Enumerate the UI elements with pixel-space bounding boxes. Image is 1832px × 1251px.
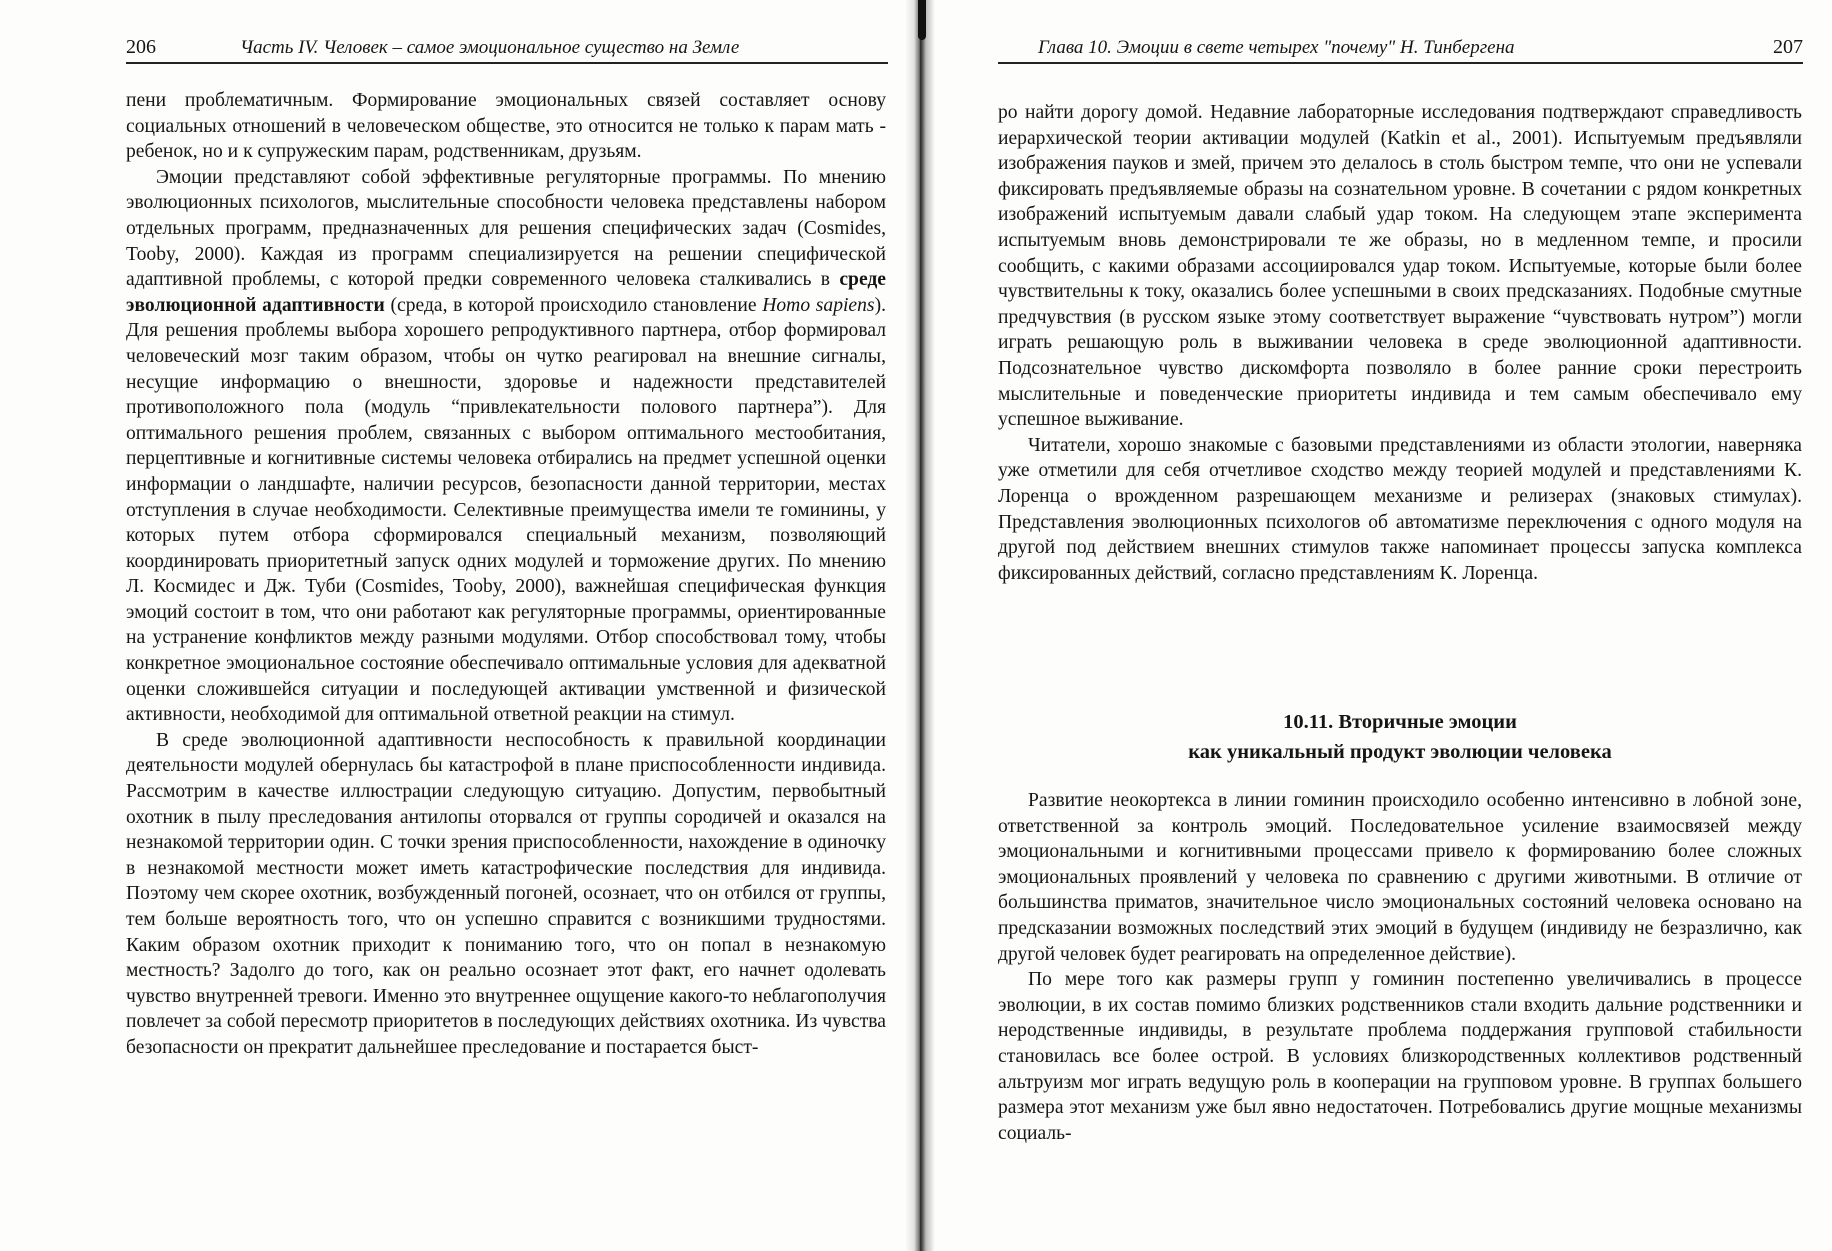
right-paragraph-3: Развитие неокортекса в линии гоминин происходило особенно интенсивно в лобной зоне, ответственной за контроль эмоций. Последовательное усиление взаимосвязей между эмоциональными и когнитивными процессами привело к формированию более сложных эмоциональных проявлений у человека по сравнению с другими животными. В отличие от большинства приматов, значительное число эмоциональных состояний человека основано на предсказании возможных последствий этих эмоций в будущем (индивиду не безразлично, как другой человек будет реагировать на определенное действие). — [998, 790, 1802, 965]
right-running-head: Глава 10. Эмоции в свете четырех "почему" Н. Тинбергена — [1038, 37, 1515, 58]
left-paragraph-2-bold-term: среде эволюционной адаптивности — [126, 269, 886, 316]
left-header-rule — [126, 62, 888, 64]
left-paragraph-2-part-2: (среда, в которой происходило становление — [384, 294, 763, 316]
left-paragraph-2-italic-term: Homo sapiens — [762, 294, 875, 316]
left-page-body — [126, 88, 886, 1061]
right-page-number: 207 — [1773, 36, 1803, 58]
left-paragraph-2 — [126, 165, 886, 728]
left-paragraph-3: В среде эволюционной адаптивности неспособность к правильной координации деятельности модулей обернулась бы катастрофой в плане приспособленности индивида. Рассмотрим в качестве иллюстрации следующую ситуацию. Допустим, первобытный охотник в пылу преследования антилопы оторвался от группы сородичей и оказался на незнакомой территории один. С точки зрения приспособленности, нахождение в одиночку в незнакомой местности может иметь катастрофические последствия для индивида. Поэтому чем скорее охотник, возбужденный погоней, осознает, что он отбился от группы, тем больше вероятность того, что он успешно справится с возникшими трудностями. Каким образом охотник приходит к пониманию того, что он попал в незнакомую местность? Задолго до того, как он реально осознает этот факт, его начнет одолевать чувство внутренней тревоги. Именно это внутреннее ощущение какого-то неблагополучия повлечет за собой пересмотр приоритетов в последующих действиях охотника. Из чувства безопасности он прекратит дальнейшее преследование и постарается быст- — [126, 729, 886, 1058]
right-paragraph-1: ро найти дорогу домой. Недавние лабораторные исследования подтверждают справедливость иерархической теории активации модулей (Katkin et al., 2001). Испытуемым предъявляли изображения пауков и змей, причем это делалось в столь быстром темпе, что они не успевали фиксировать предъявляемые образы на сознательном уровне. В сочетании с рядом конкретных изображений испытуемым давали слабый удар током. На следующем этапе эксперимента испытуемым вновь демонстрировали те же образы, но в медленном темпе, и просили сообщить, с какими образами ассоциировался удар током. Испытуемые, которые были более чувствительны к току, оказались более успешными в своих предсказаниях. Подобные смутные предчувствия (в русском языке этому соответствует выражение “чувствовать нутром”) могли играть решающую роль в выживании человека в среде эволюционной адаптивности. Подсознательное чувство дискомфорта позволяло в более ранние сроки перестроить мыслительные и поведенческие приоритеты индивида и тем самым обеспечивало ему успешное выживание. — [998, 102, 1802, 431]
right-header-rule — [998, 62, 1803, 64]
left-paragraph-2-part-1: Эмоции представляют собой эффективные регуляторные программы. По мнению эволюционных психологов, мыслительные способности человека представлены набором отдельных программ, предназначенных для решения специфических задач (Cosmides, Tooby, 2000). Каждая из программ специализируется на решении специфической адаптивной проблемы, с которой предки современного человека сталкивались в — [126, 166, 886, 291]
right-page — [920, 0, 1832, 1251]
right-page-body-bottom — [998, 788, 1802, 1146]
left-page-number: 206 — [126, 36, 156, 58]
left-running-head: Часть IV. Человек – самое эмоциональное существо на Земле — [240, 37, 740, 58]
section-heading-line-2: как уникальный продукт эволюции человека — [1188, 741, 1612, 763]
left-paragraph-1: пени проблематичным. Формирование эмоциональных связей составляет основу социальных отношений в человеческом обществе, это относится не только к парам мать - ребенок, но и к супружеским парам, родственникам, друзьям. — [126, 90, 886, 163]
section-heading — [998, 707, 1802, 767]
right-paragraph-4: По мере того как размеры групп у гоминин постепенно увеличивались в процессе эволюции, в их состав помимо близких родственников стали входить дальние родственники и неродственные индивиды, в результате проблема поддержания групповой стабильности становилась все более острой. В условиях близкородственных коллективов родственный альтруизм мог играть ведущую роль в кооперации на групповом уровне. В группах большего размера этот механизм уже был явно недостаточен. Потребовались другие мощные механизмы социаль- — [998, 969, 1802, 1144]
left-paragraph-2-part-3: ). Для решения проблемы выбора хорошего репродуктивного партнера, отбор формировал человеческий мозг таким образом, чтобы он чутко реагировал на внешние сигналы, несущие информацию о внешности, здоровье и надежности представителей противоположного пола (модуль “привлекательности полового партнера”). Для оптимального решения проблем, связанных с выбором оптимального местообитания, перцептивные и когнитивные системы человека отбирались на предмет успешной оценки информации о ландшафте, наличии ресурсов, безопасности данной территории, местах отступления в случае необходимости. Селективные преимущества имели те гоминины, у которых путем отбора сформировался специальный механизм, позволяющий координировать приоритетный запуск одних модулей и торможение других. По мнению Л. Космидес и Дж. Туби (Cosmides, Tooby, 2000), важнейшая специфическая функция эмоций состоит в том, что они работают как регуляторные программы, ориентированные на устранение конфликтов между разными модулями. Отбор способствовал тому, чтобы конкретное эмоциональное состояние обеспечивало оптимальные условия для адекватной оценки сложившейся ситуации и последующей активации умственной и физической активности, необходимой для оптимальной ответной реакции на стимул. — [126, 294, 886, 726]
right-paragraph-2: Читатели, хорошо знакомые с базовыми представлениями из области этологии, наверняка уже отметили для себя отчетливое сходство между теорией модулей и представлениями К. Лоренца о врожденном разрешающем механизме и релизерах (знаковых стимулах). Представления эволюционных психологов об автоматизме переключения с одного модуля на другой под действием внешних стимулов также напоминает процессы запуска комплекса фиксированных действий, согласно представлениям К. Лоренца. — [998, 434, 1802, 584]
right-page-body-top — [998, 100, 1802, 586]
section-heading-line-1: 10.11. Вторичные эмоции — [1283, 711, 1517, 733]
